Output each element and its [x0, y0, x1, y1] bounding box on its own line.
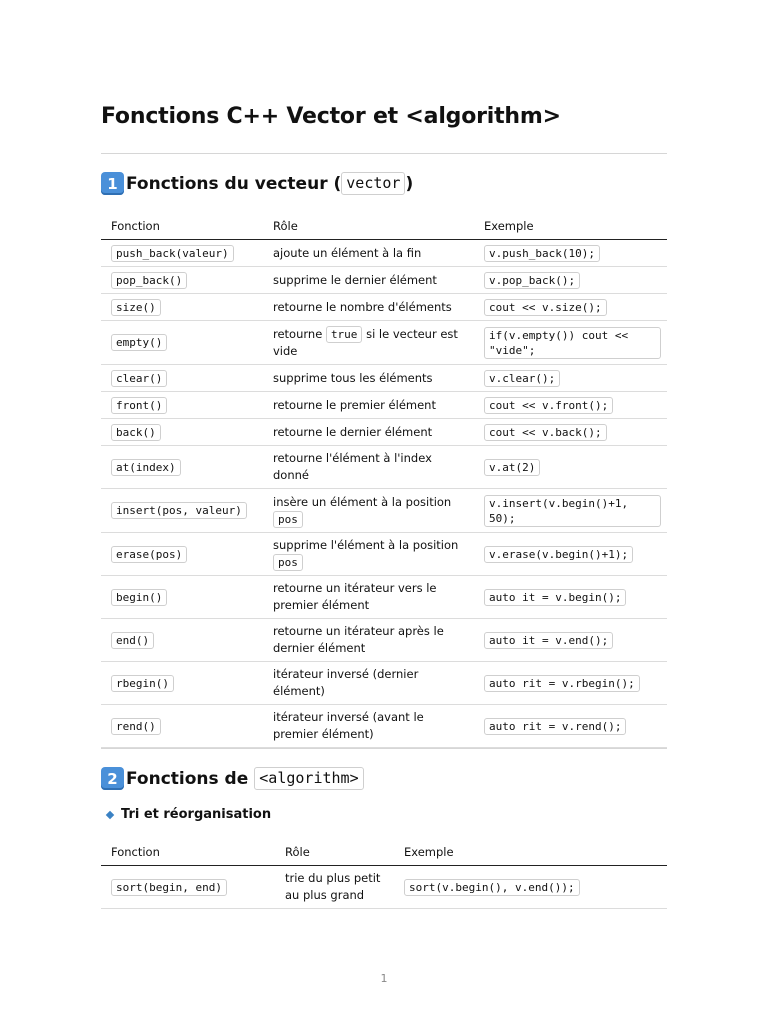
function-cell	[101, 365, 263, 392]
function-code: insert(pos, valeur)	[111, 502, 247, 519]
role-text: trie du plus petit au plus grand	[285, 871, 381, 902]
example-code: if(v.empty()) cout << "vide";	[484, 327, 661, 359]
function-code: erase(pos)	[111, 546, 187, 563]
example-code: auto it = v.end();	[484, 632, 613, 649]
example-cell	[474, 576, 667, 619]
example-cell	[474, 294, 667, 321]
example-cell	[474, 419, 667, 446]
table-row	[101, 446, 667, 489]
section-2-title-prefix: Fonctions de	[126, 768, 249, 789]
example-cell	[474, 533, 667, 576]
function-code: sort(begin, end)	[111, 879, 227, 896]
role-text: supprime l'élément à la position	[273, 538, 459, 552]
function-code: begin()	[111, 589, 167, 606]
role-cell	[263, 705, 474, 748]
role-text: insère un élément à la position	[273, 494, 452, 509]
divider	[101, 748, 667, 749]
example-cell	[394, 866, 667, 909]
example-code: v.push_back(10);	[484, 245, 600, 262]
function-code: at(index)	[111, 459, 181, 476]
role-cell	[263, 619, 474, 662]
column-header: Exemple	[474, 219, 667, 240]
role-text: supprime tous les éléments	[273, 370, 433, 385]
function-code: push_back(valeur)	[111, 245, 234, 262]
function-cell	[101, 392, 263, 419]
role-cell	[263, 365, 474, 392]
role-cell	[263, 489, 474, 533]
table-row	[101, 533, 667, 576]
role-cell	[263, 662, 474, 705]
example-code: cout << v.back();	[484, 424, 607, 441]
role-cell	[263, 446, 474, 489]
table-row	[101, 240, 667, 267]
column-header: Exemple	[394, 845, 667, 866]
example-cell	[474, 619, 667, 662]
keycap-one-icon: 1	[101, 172, 124, 195]
example-code: cout << v.front();	[484, 397, 613, 414]
role-text: ajoute un élément à la fin	[273, 245, 422, 260]
section-1-title-code: vector	[341, 172, 405, 195]
example-cell	[474, 240, 667, 267]
role-cell	[263, 321, 474, 365]
example-code: v.clear();	[484, 370, 560, 387]
example-cell	[474, 267, 667, 294]
table-row	[101, 419, 667, 446]
table-row	[101, 267, 667, 294]
role-cell	[263, 240, 474, 267]
role-cell	[263, 576, 474, 619]
table-row	[101, 489, 667, 533]
function-cell	[101, 619, 263, 662]
function-cell	[101, 533, 263, 576]
function-code: rend()	[111, 718, 161, 735]
function-cell	[101, 267, 263, 294]
subsection-heading	[107, 807, 271, 822]
example-code: v.at(2)	[484, 459, 540, 476]
role-text: supprime le dernier élément	[273, 272, 437, 287]
table-row	[101, 662, 667, 705]
section-2-title-code: <algorithm>	[254, 767, 363, 790]
table-row	[101, 294, 667, 321]
role-cell	[263, 294, 474, 321]
table-body	[101, 240, 667, 748]
section-1-title-prefix: Fonctions du vecteur (	[126, 173, 342, 194]
function-cell	[101, 294, 263, 321]
function-cell	[101, 866, 275, 909]
function-cell	[101, 446, 263, 489]
function-cell	[101, 321, 263, 365]
table-header-row	[101, 219, 667, 240]
section-1-heading	[101, 172, 413, 195]
table-header-row	[101, 845, 667, 866]
role-text: retourne un itérateur après le dernier élément	[273, 624, 444, 655]
role-cell	[263, 419, 474, 446]
role-cell	[263, 533, 474, 576]
divider	[101, 153, 667, 154]
role-text: itérateur inversé (dernier élément)	[273, 667, 419, 698]
role-cell	[263, 392, 474, 419]
role-text: itérateur inversé (avant le premier élément)	[273, 710, 424, 741]
column-header: Rôle	[275, 845, 394, 866]
example-cell	[474, 365, 667, 392]
keycap-two-icon: 2	[101, 767, 124, 790]
table-row	[101, 619, 667, 662]
table-row	[101, 576, 667, 619]
example-code: v.insert(v.begin()+1, 50);	[484, 495, 661, 527]
example-code: cout << v.size();	[484, 299, 607, 316]
role-text: retourne l'élément à l'index donné	[273, 451, 432, 482]
role-code: true	[326, 326, 363, 343]
vector-functions-table	[101, 219, 667, 748]
role-cell	[263, 267, 474, 294]
example-code: auto rit = v.rbegin();	[484, 675, 640, 692]
page-number: 1	[380, 972, 388, 985]
example-cell	[474, 705, 667, 748]
example-cell	[474, 446, 667, 489]
function-code: size()	[111, 299, 161, 316]
role-text: retourne le dernier élément	[273, 424, 433, 439]
example-cell	[474, 662, 667, 705]
role-text: retourne	[273, 326, 323, 341]
section-2-heading	[101, 767, 364, 790]
algorithm-functions-table	[101, 845, 667, 909]
function-code: rbegin()	[111, 675, 174, 692]
page-title: Fonctions C++ Vector et <algorithm>	[101, 104, 561, 129]
function-code: empty()	[111, 334, 167, 351]
example-code: v.erase(v.begin()+1);	[484, 546, 633, 563]
function-cell	[101, 419, 263, 446]
function-code: end()	[111, 632, 154, 649]
subsection-title: Tri et réorganisation	[121, 807, 272, 822]
example-code: v.pop_back();	[484, 272, 580, 289]
function-code: pop_back()	[111, 272, 187, 289]
table-row	[101, 392, 667, 419]
table-body	[101, 866, 667, 909]
diamond-bullet-icon	[106, 810, 114, 818]
example-code: auto rit = v.rend();	[484, 718, 626, 735]
function-cell	[101, 576, 263, 619]
example-code: sort(v.begin(), v.end());	[404, 879, 580, 896]
function-cell	[101, 705, 263, 748]
table-row	[101, 866, 667, 909]
column-header: Fonction	[101, 219, 263, 240]
column-header: Rôle	[263, 219, 474, 240]
role-cell	[275, 866, 394, 909]
example-code: auto it = v.begin();	[484, 589, 626, 606]
table-row	[101, 705, 667, 748]
function-code: front()	[111, 397, 167, 414]
function-cell	[101, 662, 263, 705]
example-cell	[474, 489, 667, 533]
function-code: back()	[111, 424, 161, 441]
section-1-title-suffix: )	[405, 173, 414, 194]
role-text: retourne le premier élément	[273, 397, 436, 412]
role-text: si le vecteur est vide	[273, 326, 458, 358]
example-cell	[474, 392, 667, 419]
function-code: clear()	[111, 370, 167, 387]
table-row	[101, 365, 667, 392]
function-cell	[101, 240, 263, 267]
role-text: retourne le nombre d'éléments	[273, 299, 452, 314]
role-code: pos	[273, 511, 303, 528]
table-row	[101, 321, 667, 365]
example-cell	[474, 321, 667, 365]
column-header: Fonction	[101, 845, 275, 866]
role-text: retourne un itérateur vers le premier élément	[273, 581, 437, 612]
function-cell	[101, 489, 263, 533]
role-code: pos	[273, 554, 303, 571]
